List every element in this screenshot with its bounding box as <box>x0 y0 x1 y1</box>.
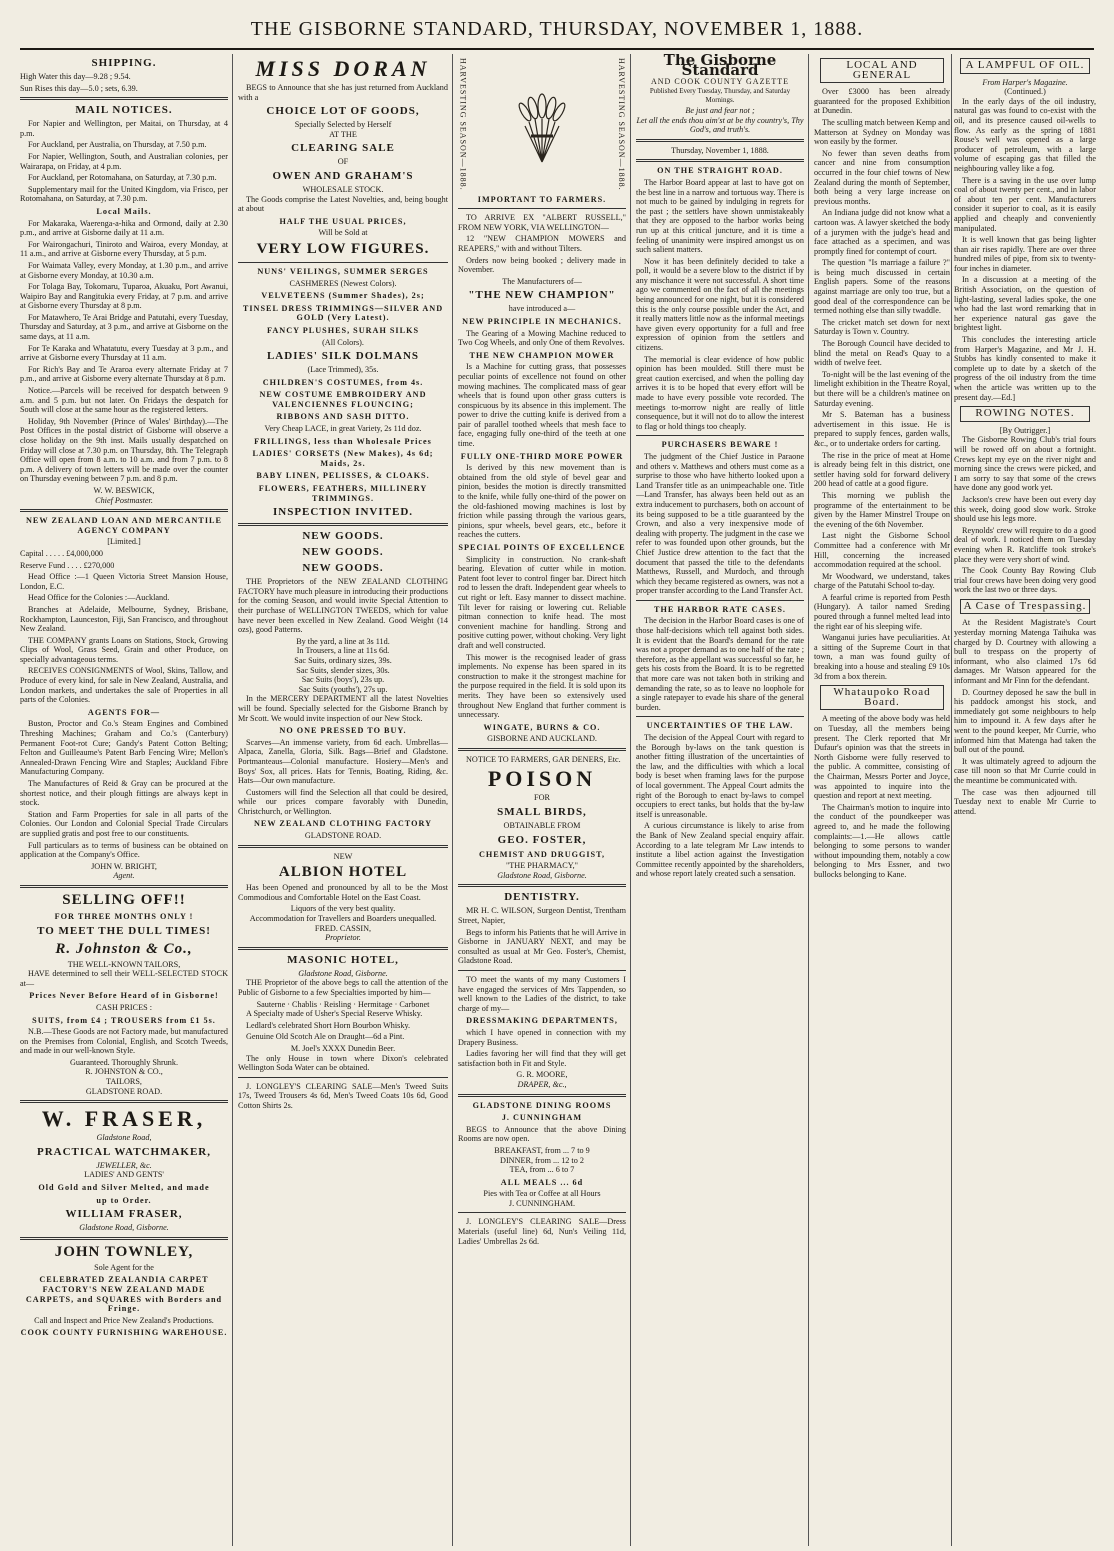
poison-for: FOR <box>534 793 550 803</box>
divider <box>636 139 804 142</box>
mail-notice: Supplementary mail for the United Kingdom, via Frisco, per Rotomahana, on Saturday, at 7.30 p.m. <box>20 184 228 204</box>
meal-time: DINNER, from ... 12 to 2 <box>500 1155 584 1165</box>
wilson-text: Begs to inform his Patients that he will Arrive in Gisborne in JANUARY NEXT, and may be consulted as usual at Mr Geo. Foster's, Chemist, Gladstone Road. <box>458 927 626 966</box>
news-item: Mr S. Bateman has a business advertisement in this issue. He is prepared to supply fences, garden walls, &c., or to undertake orders for carting. <box>814 410 950 448</box>
news-item: Mr Woodward, we understand, takes charge of the Patutahi School to-day. <box>814 571 950 591</box>
article-paragraph: It is well known that gas being lighter than air rises rapidly. There are over three hundred miles of pipe, from six to twenty-four inches in diameter. <box>954 235 1096 273</box>
paper-subtitle: AND COOK COUNTY GAZETTE <box>650 77 790 87</box>
editorial-paragraph: A curious circumstance is likely to arise from the Bank of New Zealand special enquiry affair. According to a late telegram Mr Law intends to institute a libel action against the Investigation Committee recently appointed by the shareholders, and whose report lately created such a sensation. <box>636 821 804 879</box>
straight-road-heading: ON THE STRAIGHT ROAD. <box>657 166 783 176</box>
wilson-name: MR H. C. WILSON, Surgeon Dentist, Trentham Street, Napier, <box>458 906 626 926</box>
divider <box>636 716 804 717</box>
tinsel-trimmings: TINSEL DRESS TRIMMINGS—SILVER AND GOLD (Very Latest). <box>242 303 444 323</box>
column-rule <box>452 54 453 1546</box>
article-paragraph: At the Resident Magistrate's Court yesterday morning Matenga Taihuka was charged by D. Courtney with allowing a bull to trespass on the property of informant, who also claimed 17s 6d damages. Mr Watson appeared for the informant and Mr Finn for the defendant. <box>954 618 1096 686</box>
doran-name: MISS DORAN <box>255 56 431 81</box>
call-inspect: Call and Inspect and Price New Zealand's Productions. <box>34 1315 214 1325</box>
zealandia: CELEBRATED ZEALANDIA CARPET FACTORY'S NEW ZEALAND MADE CARPETS, and SQUARES with Borders and Fringe. <box>25 1275 223 1314</box>
column-rule <box>951 54 952 1546</box>
holiday-notice: Holiday, 9th November (Prince of Wales' Birthday).—The Post Offices in the postal district of Gisborne will observe a close holiday on the 9th inst. Mails usually despatched on Friday will close at 7.30 p.m. on Thursday, 8th. The Telegraph Office will open from 8 a.m. to 10 a.m. and from 7 p.m. to 8 p.m. A delivery of town letters will be made over the counter on Thursday evening between 7 p.m. and 8 p.m. <box>20 416 228 484</box>
mail-notice: For Napier, Wellington, South, and Australian colonies, per Wairarapa, on Friday, at 4 p.m. <box>20 151 228 171</box>
news-item: An Indiana judge did not know what a cartoon was. A lawyer sketched the body of a jurymen with the judge's head and face attached as a specimen, and was promptly fined for contempt of court. <box>814 208 950 256</box>
article-paragraph: The Gisborne Rowing Club's trial fours will be rowed off on about a fortnight. Crews kept my eye on the river night and morning since the crews were picked, and I am sorry to say that some of the crews have done any good work yet. <box>954 435 1096 493</box>
cunningham-signature: J. CUNNINGHAM. <box>508 1198 576 1208</box>
wines-list: Sauterne · Chablis · Reisling · Hermitage · Carbonet <box>256 999 430 1009</box>
goods-comprise: The Goods comprise the Latest Novelties, and, being bought at about <box>238 194 448 214</box>
colonies-office: Head Office for the Colonies :—Auckland. <box>28 593 170 603</box>
whataupoko-heading: Whataupoko Road Board. <box>820 685 944 710</box>
never-heard: Prices Never Before Heard of in Gisborne! <box>29 991 219 1001</box>
news-item: This morning we publish the programme of the entertainment to be given by the Hamer Minstrel Troupe on the evening of the 6th November. <box>814 490 950 529</box>
childrens-costumes: CHILDREN'S COSTUMES, from 4s. <box>262 377 424 387</box>
very-low-figures: VERY LOW FIGURES. <box>256 240 430 257</box>
column-rule <box>630 54 631 1546</box>
local-mail: For Waimata Valley, every Monday, at 1.30 p.m., and arrive at Gisborne every Monday, at 10.30 a.m. <box>20 260 228 280</box>
small-birds: SMALL BIRDS, <box>497 806 587 819</box>
wholesale-stock: WHOLESALE STOCK. <box>302 184 384 194</box>
news-item: Over £3000 has been already guaranteed for the proposed Exhibition at Dunedin. <box>814 87 950 116</box>
news-item: Last night the Gisborne School Committee had a conference with Mr Hill, concerning the increased accommodation required at the school. <box>814 531 950 570</box>
fraser-address: Gladstone Road, <box>96 1133 152 1143</box>
silk-dolmans: LADIES' SILK DOLMANS <box>266 350 420 363</box>
agent-title: Agent. <box>113 871 135 881</box>
mercery-text: In the MERCERY DEPARTMENT all the latest Novelties will be found. Specially selected for the Gisborne Branch by Mr Scott. We would invite inspection of our New Stock. <box>238 694 448 723</box>
news-item: Wanganui juries have peculiarities. At a sitting of the Supreme Court in that town, a man was found guilty of breaking into a house and stealing £9 10s 3d from a box therein. <box>814 633 950 681</box>
news-item: The cricket match set down for next Saturday is Town v. Country. <box>814 317 950 337</box>
rowing-byline: [By Outrigger.] <box>999 425 1051 435</box>
rj-tailors: TAILORS, <box>106 1077 142 1087</box>
editorial-paragraph: The decision of the Appeal Court with regard to the Borough by-laws on the tank question is another fitting illustration of the uncertainties of the law, and the difficulties with which a local body is beset when framing laws for the purpose of local government. The Appeal Court admits the right of the Borough to enact by-laws to compel occupiers to erect tanks, but holds that the by-law itself is unreasonable. <box>636 733 804 819</box>
foster-address: Gladstone Road, Gisborne. <box>497 870 587 880</box>
rj-address: GLADSTONE ROAD. <box>85 1086 163 1096</box>
price-line: By the yard, a line at 3s 11d. <box>296 636 390 646</box>
divider <box>238 947 448 950</box>
johnston-text: HAVE determined to sell their WELL-SELECTED STOCK at— <box>20 969 228 988</box>
divider <box>238 845 448 848</box>
special-points-heading: SPECIAL POINTS OF EXCELLENCE <box>458 543 626 552</box>
three-months: FOR THREE MONTHS ONLY ! <box>54 911 194 921</box>
wingate-burns: WINGATE, BURNS & CO. <box>483 722 601 732</box>
joel-beer: M. Joel's XXXX Dunedin Beer. <box>290 1043 396 1053</box>
fraser-footer-address: Gladstone Road, Gisborne. <box>79 1223 169 1233</box>
paper-title: The Gisborne Standard <box>663 54 777 79</box>
divider <box>238 262 448 263</box>
lampful-source: From Harper's Magazine. <box>982 77 1068 87</box>
dining-rooms: GLADSTONE DINING ROOMS <box>472 1100 612 1110</box>
divider <box>458 1212 626 1213</box>
champion-12: 12 "NEW CHAMPION MOWERS and REAPERS," with and without Tilters. <box>458 234 626 253</box>
agents-list: Buston, Proctor and Co.'s Steam Engines and Combined Threshing Machines; Graham and Co.'s (Canterbury) Permanent Foot-rot Cure; Gandy's Patent Cotton Belting; Felton and Guilleaume's Patent Barb Fencing Wire; Mellon's Annealed-Drawn Fencing Wire and Staples; Auckland Fibre Manufacturing Company. <box>20 719 228 777</box>
divider <box>458 970 626 971</box>
ladies-gents: LADIES' AND GENTS' <box>84 1170 164 1180</box>
fraser-name: W. FRASER, <box>41 1106 207 1132</box>
wingate-address: GISBORNE AND AUCKLAND. <box>487 734 597 744</box>
selling-off: SELLING OFF!! <box>62 891 186 908</box>
longley-sale: J. LONGLEY'S CLEARING SALE—Men's Tweed Suits 17s, Tweed Trousers 4s 6d, Men's Tweed Coats 10s 6d, Good Cotton Shirts 2s. <box>238 1081 448 1110</box>
moore-title: DRAPER, &c., <box>517 1079 567 1089</box>
townley-name: JOHN TOWNLEY, <box>54 1243 194 1260</box>
news-item: A meeting of the above body was held on Tuesday, all the members being present. The Clerk reported that Mr Dufaur's opinion was that the streets in North Gisborne were fully reserved to the public. A committee, consisting of the Chairman, Messrs Porter and Joyce, was appointed to inquire into the question and report at next meeting. <box>814 714 950 801</box>
motto-1: Be just and fear not ; <box>685 105 755 115</box>
article-paragraph: Reynolds' crew will require to do a good deal of work. I noticed them on Tuesday evening when R. Ratcliffe took stroke's place they were very short of wind. <box>954 525 1096 564</box>
local-mail: For Tolaga Bay, Tokomaru, Tuparoa, Akuaku, Port Awanui, Waipiro Bay and Rangitukia every Friday, at 7 p.m. and arrive at Gisborne every Thursday at 8 p.m. <box>20 282 228 311</box>
johnston-nb: N.B.—These Goods are not Factory made, but manufactured on the Premises from Colonial, English, and Scotch Tweeds, and made in our well-known Style. <box>20 1027 228 1056</box>
divider <box>20 97 228 100</box>
mower-heading: THE NEW CHAMPION MOWER <box>469 350 615 360</box>
poison: POISON <box>487 766 597 792</box>
price-line: Sac Suits, slender sizes, 30s. <box>296 665 390 675</box>
cashmeres: CASHMERES (Newest Colors). <box>289 278 397 288</box>
at-the: AT THE <box>329 129 357 139</box>
news-item: The Chairman's motion to inquire into the conduct of the poundkeeper was agreed to, and he made the following complaints:—1.—He allows cattle belonging to some persons to wander without impounding them, notably a cow belonging to Mrs Essner, and two bullocks belonging to Kane. <box>814 802 950 879</box>
important-farmers: IMPORTANT TO FARMERS. <box>477 194 607 204</box>
foster-name: GEO. FOSTER, <box>497 833 587 846</box>
special-points: Simplicity in construction. No crank-shaft bearing. Elevation of cutter while in motion. Patent foot lever to control finger bar. Direct hitch rod to lessen the draft. Independent gear wheels to cut right or left. Easy manner to dissect machine. Tilt lever for raising or lowering cut. Reliable pitman connection to knife head. The most convenient machine for handling. Strong and positive cutting power, without choking. Very light draft and well constructed. <box>458 554 626 650</box>
column-3 <box>458 54 626 1546</box>
rowing-heading: ROWING NOTES. <box>960 406 1090 422</box>
cassin-name: FRED. CASSIN, <box>314 923 372 933</box>
column-rule <box>808 54 809 1546</box>
local-mail: For Wairongachuri, Tiniroto and Wairoa, every Monday, at 11 a.m., and arrive at Gisborne every Thursday, at 5 p.m. <box>20 239 228 259</box>
divider <box>20 1100 228 1103</box>
clearing-sale: CLEARING SALE <box>291 142 395 155</box>
price-line: In Trousers, a line at 11s 6d. <box>296 646 390 656</box>
choice-lot: CHOICE LOT OF GOODS, <box>266 105 420 118</box>
article-paragraph: The Cook County Bay Rowing Club trial four crews have been doing very good work the last two or three days. <box>954 566 1096 595</box>
local-mail: For Makaraka, Waerenga-a-hika and Ormond, daily at 2.30 p.m., and arrive at Gisborne daily at 11 a.m. <box>20 218 228 238</box>
pies-tea: Pies with Tea or Coffee at all Hours <box>483 1189 601 1199</box>
continued: (Continued.) <box>1004 87 1046 97</box>
fraser-footer: WILLIAM FRASER, <box>65 1208 183 1221</box>
new-principle: NEW PRINCIPLE IN MECHANICS. <box>462 316 622 326</box>
column-1 <box>20 54 228 1546</box>
customers-text: Customers will find the Selection all that could be desired, while our prices compare favorably with Dunedin, Christchurch, or Wellington. <box>238 787 448 816</box>
nz-loan-heading: NEW ZEALAND LOAN AND MERCANTILE AGENCY COMPANY <box>26 516 222 535</box>
nz-loan-limited: [Limited.] <box>107 537 141 547</box>
new-goods-1: NEW GOODS. <box>302 530 384 543</box>
suits-prices: SUITS, from £4 ; TROUSERS from £1 5s. <box>32 1015 216 1025</box>
article-paragraph: It was ultimately agreed to adjourn the case till noon so that Mr Currie could in the meantime be communicated with. <box>954 756 1096 785</box>
high-water: High Water this day—9.28 ; 9.54. <box>20 72 131 81</box>
full-particulars: Full particulars as to terms of business can be obtained on application at the Company's Office. <box>20 840 228 860</box>
local-mail: For Rich's Bay and Te Araroa every alternate Friday at 7 p.m., and arrive at Gisborne every alternate Thursday at 8 p.m. <box>20 364 228 384</box>
column-2 <box>238 54 448 1546</box>
albion-hotel: ALBION HOTEL <box>278 864 408 881</box>
nuns-veilings: NUNS' VEILINGS, SUMMER SERGES <box>257 266 429 276</box>
agents-heading: AGENTS FOR— <box>87 707 161 717</box>
article-paragraph: This concludes the interesting article from Harper's Magazine, and Mr J. H. Stubbs has kindly consented to make it complete up to date by a sketch of the progress of the oil industry from the time when the article was written up to the present day.—Ed.] <box>954 335 1096 402</box>
cunningham-text: BEGS to Announce that the above Dining Rooms are now open. <box>458 1124 626 1144</box>
all-meals: ALL MEALS ... 6d <box>500 1177 584 1187</box>
dull-times: TO MEET THE DULL TIMES! <box>37 924 211 937</box>
purchasers-heading: PURCHASERS BEWARE ! <box>661 440 779 450</box>
johnston-name: R. Johnston & Co., <box>55 940 193 957</box>
column-6 <box>954 54 1096 1546</box>
specially-selected: Specially Selected by Herself <box>294 120 392 130</box>
consignments: RECEIVES CONSIGNMENTS of Wool, Skins, Tallow, and Produce of every kind, for sale in New Zealand, Australia, and London markets, and undertakes the sale of Properties in all parts of the Colonies. <box>20 666 228 705</box>
johnston-tagline: THE WELL-KNOWN TAILORS, <box>67 959 181 969</box>
orders-booked: Orders now being booked ; delivery made in November. <box>458 255 626 275</box>
notice-farmers: NOTICE TO FARMERS, GAR DENERS, Etc. <box>466 754 621 764</box>
dressmaking: DRESSMAKING DEPARTMENTS, <box>466 1016 618 1026</box>
divider <box>238 523 448 526</box>
clothing-factory-address: GLADSTONE ROAD. <box>304 831 382 841</box>
masthead: THE GISBORNE STANDARD, THURSDAY, NOVEMBER 1, 1888. <box>250 18 864 40</box>
to-order: up to Order. <box>96 1195 152 1205</box>
article-paragraph: There is a saving in the use over lump coal of about twenty per cent., and in labor of about ten per cent. Manufacturers consider it superior to coal, as it is easily applied and cheaply and conveniently manipulated. <box>954 175 1096 233</box>
article-paragraph: D. Courtney deposed he saw the bull in his paddock amongst his stock, and immediately got some neighbours to help him to impound it. A few days after he went to the pound keeper, Mr Currie, who informed him that Matenga had taken the bull out of the pound. <box>954 687 1096 755</box>
ledlard-whisky: Ledlard's celebrated Short Horn Bourbon Whisky. <box>246 1020 411 1030</box>
reserve-fund: Reserve Fund . . . . £270,000 <box>20 560 115 570</box>
lace-trimmed: (Lace Trimmed), 35s. <box>307 365 379 375</box>
new-goods-3: NEW GOODS. <box>302 562 384 575</box>
divider <box>238 1077 448 1078</box>
power-heading: FULLY ONE-THIRD MORE POWER <box>460 451 624 461</box>
news-item: The rise in the price of meat at Home is already being felt in this district, one settler having sold for forward delivery 200 head of cattle at a good figure. <box>814 450 950 489</box>
albion-text: Has been Opened and pronounced by all to be the Most Commodious and Comfortable Hotel on the East Coast. <box>238 883 448 902</box>
chemist-druggist: CHEMIST AND DRUGGIST, <box>478 849 606 859</box>
moore-text: TO meet the wants of my many Customers I have engaged the services of Mrs Tappenden, so well known to the Ladies of the district, to take charge of my— <box>458 975 626 1013</box>
article-paragraph: Jackson's crew have been out every day this week, doing good slow work. Stroke should use his legs more. <box>954 494 1096 524</box>
harvest-side-left: HARVESTING SEASON—1888. <box>458 58 468 191</box>
meal-time: TEA, from ... 6 to 7 <box>509 1165 575 1175</box>
company-loans: THE COMPANY grants Loans on Stations, Stock, Growing Clips of Wool, Grass Seed, Grain and other Produce, on specially advantageous terms. <box>20 635 228 664</box>
rj-name: R. JOHNSTON & CO., <box>85 1067 163 1077</box>
mail-notice: For Auckland, per Australia, on Thursday, at 7.50 p.m. <box>28 140 207 150</box>
column-4 <box>636 54 804 1546</box>
masthead-rule <box>20 48 1094 50</box>
branches: Branches at Adelaide, Melbourne, Sydney, Brisbane, Rockhampton, Launceston, Fiji, San Francisco, and throughout New Zealand. <box>20 604 228 634</box>
editorial-paragraph: The judgment of the Chief Justice in Paraone and others v. Matthews and others must come as a surprise to those who have hitherto looked upon a Land Transfer title as an unimpeachable one. Title—Land Transfer, has always been held out as an extra inducement to purchasers, both on account of its being supposed to be a title guaranteed by the Crown, and also a very inexpensive mode of dealing with property. The judgment in the case we refer to was founded upon other grounds, but the Chief Justice drew attention to the fact that the document that passed the title to the defendants Matthews, Russell, and Murdoch, and through which they became registered as owners, was not a proper transfer according to the Land Transfer Act. <box>636 451 804 596</box>
news-item: No fewer than seven deaths from cancer and nine from consumption occurred in the four chief towns of New Zealand during the month of September, both being a very large increase on previous months. <box>814 148 950 206</box>
fraser-trade-2: JEWELLER, &c. <box>96 1160 152 1170</box>
harvest-banner <box>458 58 626 191</box>
flowers-feathers: FLOWERS, FEATHERS, MILLINERY TRIMMINGS. <box>258 484 428 503</box>
parcels-notice: Notice.—Parcels will be received for despatch between 9 a.m. and 5 p.m. but not later. On Fridays the despatch for South will close at the same hour as the registered letters. <box>20 386 228 415</box>
divider <box>458 1094 626 1097</box>
new-champion: "THE NEW CHAMPION" <box>468 289 616 302</box>
moore-text-2: which I have opened in connection with my Drapery Business. <box>458 1027 626 1047</box>
will-be-sold: Will be Sold at <box>318 228 368 238</box>
mail-notices-heading: MAIL NOTICES. <box>75 104 173 117</box>
mower-recognised: This mower is the recognised leader of grass implements. No expense has been spared in its construction to make it the strongest machine for the purpose required in the field. It is sold upon its merits. They have been so extensively used throughout New England that further comment is unnecessary. <box>458 652 626 720</box>
of-label: OF <box>337 157 349 167</box>
trespass-heading: A Case of Trespassing. <box>960 599 1090 615</box>
divider <box>458 748 626 751</box>
editorial-paragraph: The decision in the Harbor Board cases is one of those half-decisions which tell against both sides. It is evident that the Board's demand for the rate was not a proper demand as to one half of the rate ; therefore, as the appellant was successful so far, he gets his costs from the Board. It is to be regretted that more care was not taken both in striking and demanding the rate, so as to leave no loophole for a single ratepayer to evade his share of the general burden. <box>636 616 804 712</box>
gearing: The Gearing of a Mowing Machine reduced to Two Cog Wheels, and only One of them Revolves. <box>458 328 626 348</box>
dentistry: DENTISTRY. <box>504 891 580 904</box>
station-properties: Station and Farm Properties for sale in all parts of the Colonies. Our London and Colonial Special Trade Circulars are supplied gratis and post free to our constituents. <box>20 809 228 838</box>
price-line: Sac Suits (youths'), 27s up. <box>298 684 388 694</box>
lace: Very Cheap LACE, in great Variety, 2s 11d doz. <box>264 424 422 434</box>
mail-notice: For Napier and Wellington, per Maitai, on Thursday, at 4 p.m. <box>20 119 228 138</box>
albion-new: NEW <box>333 851 353 861</box>
divider <box>636 435 804 436</box>
doran-text: BEGS to Announce that she has just returned from Auckland with a <box>238 83 448 102</box>
article-paragraph: In a discussion at a meeting of the British Association, on the question of light-lasting, several ladies spoke, the one who had the last word remarking that in her experience natural gas gave the brightest light. <box>954 275 1096 333</box>
scotch-ale: Genuine Old Scotch Ale on Draught—6d a Pint. <box>246 1032 405 1042</box>
lampful-heading: A LAMPFUL OF OIL. <box>960 58 1090 74</box>
meal-time: BREAKFAST, from ... 7 to 9 <box>494 1145 590 1155</box>
clothing-factory-name: NEW ZEALAND CLOTHING FACTORY <box>253 819 433 829</box>
frillings: FRILLINGS, less than Wholesale Prices <box>254 436 432 446</box>
longley-sale-2: J. LONGLEY'S CLEARING SALE—Dress Materials (useful line) 6d, Nun's Veiling 11d, Ladies' Umbrellas 2s 6d. <box>458 1217 626 1246</box>
new-goods-2: NEW GOODS. <box>302 546 384 559</box>
local-general-heading: LOCAL AND GENERAL <box>820 58 944 83</box>
fancy-plushes: FANCY PLUSHES, SURAH SILKS <box>266 325 420 335</box>
postmaster-title: Chief Postmaster. <box>95 495 153 505</box>
divider <box>20 509 228 512</box>
masonic-text: THE Proprietor of the above begs to call the attention of the Public of Gisborne to a few Specialties imported by him— <box>238 978 448 997</box>
clothing-factory-text: THE Proprietors of the NEW ZEALAND CLOTHING FACTORY have much pleasure in introducing their productions for the coming Season, and would invite Special Attention to their purchase of WELLINGTON TWEEDS, which for value have never been excelled in New Zealand. Good Weight (14 ozs), good Patterns. <box>238 577 448 635</box>
cassin-title: Proprietor. <box>325 933 361 943</box>
news-item: The sculling match between Kemp and Matterson at Sydney on Monday was won easily by the former. <box>814 117 950 147</box>
velveteens: VELVETEENS (Summer Shades), 2s; <box>261 291 425 301</box>
postmaster-name: W. W. BESWICK, <box>93 485 155 495</box>
ladies-corsets: LADIES' CORSETS (New Makes), 4s 6d; Maids, 2s. <box>252 449 434 468</box>
article-paragraph: The case was then adjourned till Tuesday next to enable Mr Currie to attend. <box>954 787 1096 816</box>
agent-name: JOHN W. BRIGHT, <box>91 861 157 871</box>
dixon-soda: The only House in town where Dixon's celebrated Wellington Soda Water can be obtained. <box>238 1053 448 1073</box>
all-colors: (All Colors). <box>322 337 364 347</box>
accommodation: Accommodation for Travellers and Boarders unequalled. <box>249 914 437 924</box>
inspection-invited: INSPECTION INVITED. <box>272 506 414 519</box>
local-mail: For Matawhero, Te Arai Bridge and Patutahi, every Tuesday, Thursday and Saturday, at 3 p.m., and arrive at Gisborne on the same days, at 11 a.m. <box>20 312 228 342</box>
price-line: Sac Suits, ordinary sizes, 39s. <box>294 655 392 665</box>
uncertainties-heading: UNCERTAINTIES OF THE LAW. <box>646 721 794 731</box>
guaranteed: Guaranteed. Thoroughly Shrunk. <box>69 1057 179 1067</box>
reid-gray: The Manufactures of Reid & Gray can be procured at the shortest notice, and their plough fittings are always kept in stock. <box>20 779 228 808</box>
divider <box>20 1237 228 1240</box>
owen-graham: OWEN AND GRAHAM'S <box>272 169 414 182</box>
head-office: Head Office :—1 Queen Victoria Street Mansion House, London, E.C. <box>20 572 228 591</box>
moore-text-3: Ladies favoring her will find that they will get satisfaction both in Fit and Style. <box>458 1049 626 1068</box>
mower-text: Is a Machine for cutting grass, that possesses peculiar points of excellence not found on other mowing machines. The complicated mass of gear wheels that is found upon other grass cutters is conspicuous by its absence in this implement. The power to drive the cutting knife is derived from a pair of parallel toothed wheels that mesh face to face, engaging fully one-third of the teeth at one time. <box>458 362 626 449</box>
editorial-paragraph: The memorial is clear evidence of how public opinion has been moulded. Still there must be great caution exercised, and when the polling day arrives it is to be hoped that every effort will be made to have every possible vote recorded. The meetings to-morrow night are really of little consequence, but it will not do to allow the interest to flag or hold things too cheaply. <box>636 354 804 431</box>
no-one-pressed: NO ONE PRESSED TO BUY. <box>279 726 407 736</box>
editorial-paragraph: Now it has been definitely decided to take a poll, it would be a severe blow to the district if by any mischance it were not successful. A short time ago we commented on the fact of all the meetings being announced for one night, but it is considered this is the only course possible under the Act, and it really matters little now as the informal meetings have given every opportunity for a full and free expression of opinion from the settlers and citizens. <box>636 256 804 353</box>
capital: Capital . . . . . £4,000,000 <box>20 548 104 558</box>
local-mails-heading: Local Mails. <box>96 206 152 216</box>
usher-whisky: A Specialty made of Usher's Special Reserve Whisky. <box>246 1009 423 1019</box>
news-item: A fearful crime is reported from Pesth (Hungary). A tailor named Sreding poured through a funnel melted lead into the right ear of his sleeping wife. <box>814 592 950 631</box>
townley-sub: Sole Agent for the <box>94 1262 154 1272</box>
published: Published Every Tuesday, Thursday, and Saturday Mornings. <box>649 86 791 105</box>
divider <box>458 884 626 887</box>
article-paragraph: In the early days of the oil industry, natural gas was found to co-exist with the oil, and its presence caused oil-wells to flow. As early as the spring of 1881 Rouse's well was opened as a large producer of petroleum, with a large volume of escaping gas that filled the neighbouring valley like a fog. <box>954 96 1096 173</box>
divider <box>636 159 804 162</box>
power-text: Is derived by this new movement than is obtained from the old style of bevel gear and pinion, besides the motion is directly transmitted to the knife, while fully one-third of the power on the old-fashioned mowing machines is lost by friction while passing through the various gears, pinions, spur wheels, bevel gears, etc., before it reaches the cutters. <box>458 463 626 540</box>
cash-prices: CASH PRICES : <box>96 1002 152 1012</box>
obtainable-from: OBTAINABLE FROM <box>503 821 581 831</box>
shipping-heading: SHIPPING. <box>91 57 157 69</box>
motto-2: Let all the ends thou aim'st at be thy country's, Thy God's, and truth's. <box>636 115 804 135</box>
editorial-paragraph: The Harbor Board appear at last to have got on the best line in a narrow and tortuous way. There is not much to be gained by indulging in regrets for the past ; the settlers have shown unmistakeably that they are opposed to the harbor works being run up at this critical juncture, and it is time a feeling of unanimity were inspired amongst us on such salient matters. <box>636 177 804 255</box>
gold-silver: Old Gold and Silver Melted, and made <box>38 1183 210 1193</box>
moore-name: G. R. MOORE, <box>516 1070 568 1080</box>
news-item: The Borough Council have decided to blind the metal on Read's Quay to a width of twelve feet. <box>814 339 950 368</box>
sun-rises: Sun Rises this day—5.0 ; sets, 6.39. <box>20 83 138 93</box>
wheat-sheaf-icon <box>507 84 577 164</box>
news-item: The question "Is marriage a failure ?" is being much discussed in certain English papers. Some of the reasons against marriage are only too true, but a good deal of the correspondence can be termed nothing else than silly twaddle. <box>814 258 950 316</box>
introduced: have introduced a— <box>508 304 576 314</box>
fraser-trade: PRACTICAL WATCHMAKER, <box>37 1145 211 1158</box>
news-item: To-night will be the last evening of the limelight exhibition in the Theatre Royal, but there will be a children's matinee on Saturday evening. <box>814 369 950 408</box>
column-rule <box>232 54 233 1546</box>
manufacturers: The Manufacturers of— <box>502 276 582 286</box>
cook-county-warehouse: COOK COUNTY FURNISHING WAREHOUSE. <box>20 1328 228 1338</box>
arrive-text: TO ARRIVE EX "ALBERT RUSSELL," FROM NEW YORK, VIA WELLINGTON— <box>458 213 626 232</box>
harvest-side-right: HARVESTING SEASON—1888. <box>617 58 626 191</box>
price-line: Sac Suits (boys'), 23s up. <box>301 675 385 685</box>
half-prices: HALF THE USUAL PRICES, <box>279 216 407 226</box>
issue-date: Thursday, November 1, 1888. <box>671 145 769 155</box>
the-pharmacy: "THE PHARMACY," <box>505 861 579 871</box>
baby-linen: BABY LINEN, PELISSES, & CLOAKS. <box>256 471 430 481</box>
divider <box>458 208 626 209</box>
masonic-hotel: MASONIC HOTEL, <box>287 953 399 966</box>
cunningham-name: J. CUNNINGHAM <box>501 1113 583 1123</box>
divider <box>20 885 228 888</box>
column-5 <box>814 54 950 1546</box>
mail-notice: For Auckland, per Rotomahana, on Saturday, at 7.30 p.m. <box>28 173 217 183</box>
ribbons: RIBBONS AND SASH DITTO. <box>276 412 410 422</box>
costume-embroidery: NEW COSTUME EMBROIDERY AND VALENCIENNES FLOUNCING; <box>259 390 427 409</box>
liquors: Liquors of the very best quality. <box>290 904 396 914</box>
masonic-address: Gladstone Road, Gisborne. <box>298 968 388 978</box>
harbor-heading: THE HARBOR RATE CASES. <box>654 604 786 614</box>
divider <box>636 600 804 601</box>
scarves-list: Scarves—An immense variety, from 6d each. Umbrellas—Alpaca, Zanella, Gloria, Silk. Bags—Brief and Gladstone. Portmanteaus—Colonial manufacture. Hosiery—Men's and Boys' Sox, all prices. Hats for Tennis, Boating, Riding, &c. Hats—Our own manufacture. <box>238 737 448 786</box>
local-mail: For Te Karaka and Whatatutu, every Tuesday at 3 p.m., and arrive at Gisborne every Thursday at 11 a.m. <box>20 343 228 363</box>
